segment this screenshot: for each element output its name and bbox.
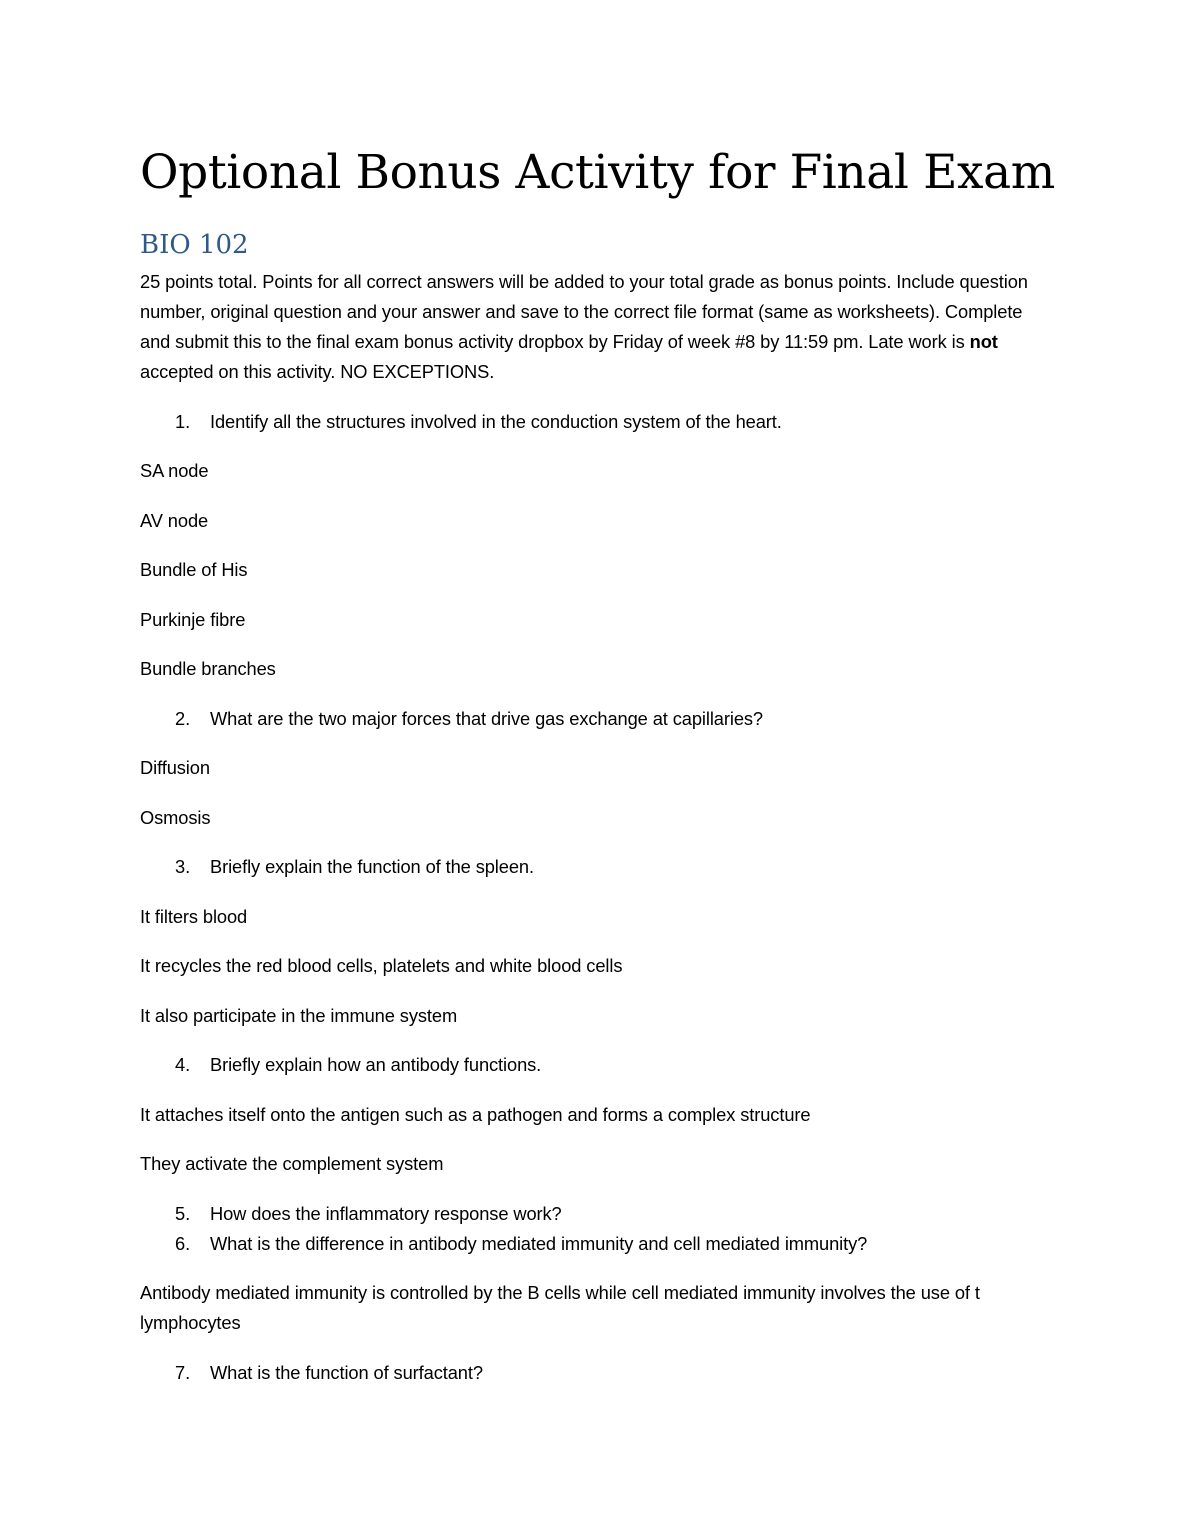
question-number: 2. — [175, 708, 191, 729]
answer-2-2: Osmosis — [140, 807, 211, 828]
answer-6-1: Antibody mediated immunity is controlled by the B cells while cell mediated immunity involves the use of t lymphocytes — [140, 1282, 980, 1333]
answer-2-1: Diffusion — [140, 757, 210, 778]
course-subtitle: BIO 102 — [140, 230, 249, 260]
answer-1-5: Bundle branches — [140, 658, 276, 679]
question-number: 3. — [175, 856, 191, 877]
question-text: What are the two major forces that drive gas exchange at capillaries? — [210, 708, 763, 729]
question-number: 5. — [175, 1203, 191, 1224]
answer-3-1: It filters blood — [140, 906, 248, 927]
answer-3-2: It recycles the red blood cells, platelets and white blood cells — [140, 955, 623, 976]
answer-1-3: Bundle of His — [140, 559, 248, 580]
instructions-text: 25 points total. Points for all correct answers will be added to your total grade as bonus points. Include question number, original question and your answer and save to the correct file format (same as worksheets). Complete and submit this to the final exam bonus activity dropbox by Friday of week #8 by 11:59 pm. Late work is — [140, 271, 1028, 352]
question-number: 1. — [175, 411, 191, 432]
instructions-paragraph — [140, 267, 1055, 387]
question-text: How does the inflammatory response work? — [210, 1203, 562, 1224]
answer-3-3: It also participate in the immune system — [140, 1005, 458, 1026]
answer-1-1: SA node — [140, 460, 209, 481]
question-text: Identify all the structures involved in the conduction system of the heart. — [210, 411, 782, 432]
answer-4-2: They activate the complement system — [140, 1153, 444, 1174]
answer-1-4: Purkinje fibre — [140, 609, 246, 630]
document-title: Optional Bonus Activity for Final Exam — [140, 145, 1055, 200]
answer-4-1: It attaches itself onto the antigen such as a pathogen and forms a complex structure — [140, 1104, 811, 1125]
instructions-emphasis: not — [969, 331, 998, 352]
question-number: 6. — [175, 1233, 191, 1254]
question-number: 7. — [175, 1362, 191, 1383]
instructions-text-end: accepted on this activity. NO EXCEPTIONS. — [140, 361, 495, 382]
question-text: Briefly explain how an antibody functions. — [210, 1054, 542, 1075]
question-text: What is the function of surfactant? — [210, 1362, 483, 1383]
question-text: Briefly explain the function of the spleen. — [210, 856, 534, 877]
question-text: What is the difference in antibody mediated immunity and cell mediated immunity? — [210, 1233, 868, 1254]
answer-1-2: AV node — [140, 510, 209, 531]
question-number: 4. — [175, 1054, 191, 1075]
